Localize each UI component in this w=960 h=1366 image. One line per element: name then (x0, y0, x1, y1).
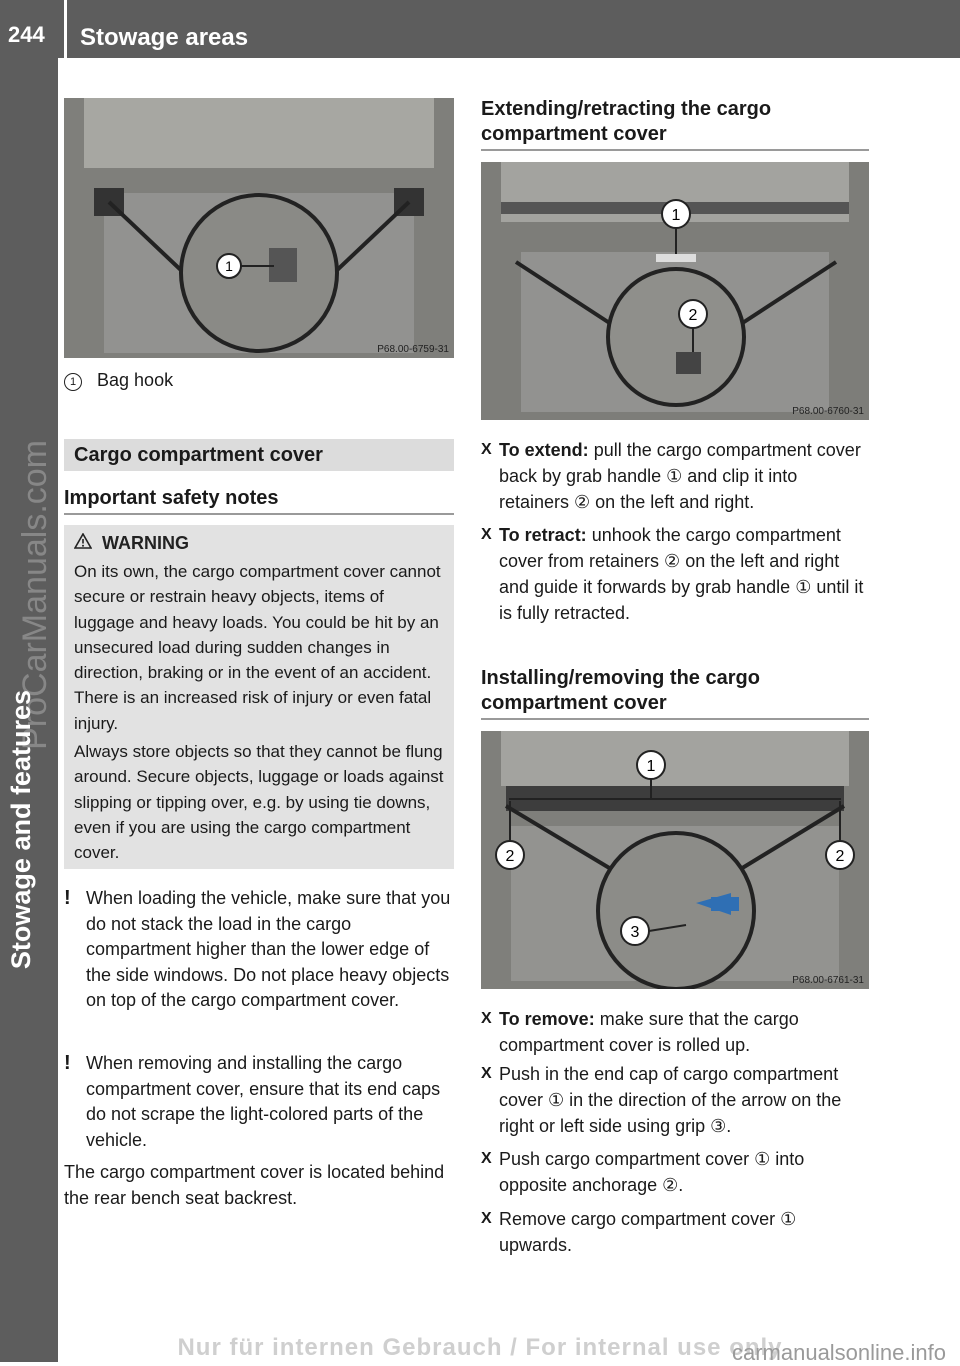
watermark: ProCarManuals.com (16, 440, 54, 750)
step-remove-upwards (481, 1206, 871, 1258)
fig2-callout-2: 2 (688, 307, 698, 324)
figure-bag-hook (64, 98, 454, 358)
arrow-bullet-icon: X (481, 1010, 492, 1027)
warning-paragraph-1: On its own, the cargo compartment cover cannot secure or restrain heavy objects, items of luggage and heavy loads. You could be hit by an unsecured load during sudden changes in direction, braking or in the event of an accident. There is an increased risk of injury or even fatal injury. (74, 562, 441, 733)
figure-install-cover (481, 731, 869, 989)
step-retract (481, 522, 871, 626)
fig1-code: P68.00-6759-31 (377, 344, 449, 355)
closing-paragraph: The cargo compartment cover is located behind the rear bench seat backrest. (64, 1162, 445, 1208)
exclamation-icon: ! (64, 1052, 71, 1074)
arrow-bullet-icon: X (481, 1065, 492, 1082)
warning-title (74, 533, 189, 554)
arrow-bullet-icon: X (481, 526, 492, 543)
fig3-code: P68.00-6761-31 (792, 975, 864, 986)
heading-extending: Extending/retracting the cargo compartment cover (481, 97, 869, 151)
figure-extend-cover (481, 162, 869, 420)
page-number: 244 (8, 22, 45, 47)
step-body: make sure that the cargo compartment cover is rolled up. (499, 1009, 799, 1055)
note-text: When removing and installing the cargo compartment cover, ensure that its end caps do not scrape the light-colored parts of the vehicle. (86, 1053, 441, 1150)
fig3-callout-2b: 2 (835, 848, 845, 865)
step-text (499, 522, 871, 626)
step-remove (481, 1006, 871, 1058)
fig3-callout-3: 3 (630, 924, 640, 941)
step-text (499, 437, 871, 515)
warning-paragraph-2: Always store objects so that they cannot be flung around. Secure objects, luggage or loads against slipping or tipping over, e.g. by using tie downs, even if you are using the cargo compartment cover. (74, 742, 444, 863)
subheading-safety: Important safety notes (64, 486, 454, 515)
note-removing (64, 1051, 456, 1155)
header-divider (64, 0, 67, 58)
warning-box (64, 525, 454, 869)
section-label: Stowage and features (6, 690, 36, 970)
section-title: Cargo compartment cover (64, 439, 454, 471)
step-text: Push cargo compartment cover ① into opposite anchorage ②. (499, 1149, 805, 1195)
figure-extend-illustration (481, 162, 869, 420)
footer (0, 1334, 960, 1365)
fig2-code: P68.00-6760-31 (792, 406, 864, 417)
footer-text: Nur für internen Gebrauch / For internal use only (177, 1334, 783, 1361)
step-push-anchorage (481, 1146, 871, 1198)
page-title: Stowage areas (80, 24, 249, 51)
fig1-callout-1: 1 (225, 258, 233, 274)
figure-caption (64, 370, 173, 391)
footer-source: carmanualsonline.info (731, 1340, 946, 1365)
exclamation-icon: ! (64, 887, 71, 909)
arrow-bullet-icon: X (481, 441, 492, 458)
warning-label: WARNING (102, 533, 189, 553)
step-text: Push in the end cap of cargo compartment cover ① in the direction of the arrow on the right or left side using grip ③. (499, 1064, 842, 1136)
step-push-end-cap (481, 1061, 871, 1141)
note-loading (64, 886, 456, 1042)
step-label: To extend: (499, 440, 589, 460)
step-body: pull the cargo compartment cover back by grab handle ① and clip it into retainers ② on the left and right. (499, 440, 861, 512)
fig3-callout-1: 1 (646, 758, 656, 775)
page-header (0, 0, 960, 58)
step-extend (481, 437, 871, 517)
fig3-callout-2a: 2 (505, 848, 515, 865)
figure-bag-hook-illustration (64, 98, 454, 358)
step-text (499, 1006, 871, 1058)
warning-triangle-icon (74, 533, 92, 554)
heading-installing: Installing/removing the cargo compartment cover (481, 666, 869, 720)
step-label: To retract: (499, 525, 587, 545)
caption-text: Bag hook (97, 370, 174, 390)
note-text: When loading the vehicle, make sure that you do not stack the load in the cargo compartment higher than the lower edge of the side windows. Do not place heavy objects on top of the cargo compartment cover. (86, 888, 451, 1010)
figure-install-illustration (481, 731, 869, 989)
callout-1: 1 (64, 373, 82, 391)
step-label: To remove: (499, 1009, 595, 1029)
step-body: unhook the cargo compartment cover from retainers ② on the left and right and guide it forwards by grab handle ① until it is fully retracted. (499, 525, 864, 623)
sidebar-text (2, 60, 62, 1300)
arrow-bullet-icon: X (481, 1210, 492, 1227)
step-text: Remove cargo compartment cover ① upwards. (499, 1209, 797, 1255)
fig2-callout-1: 1 (671, 207, 681, 224)
arrow-bullet-icon: X (481, 1150, 492, 1167)
